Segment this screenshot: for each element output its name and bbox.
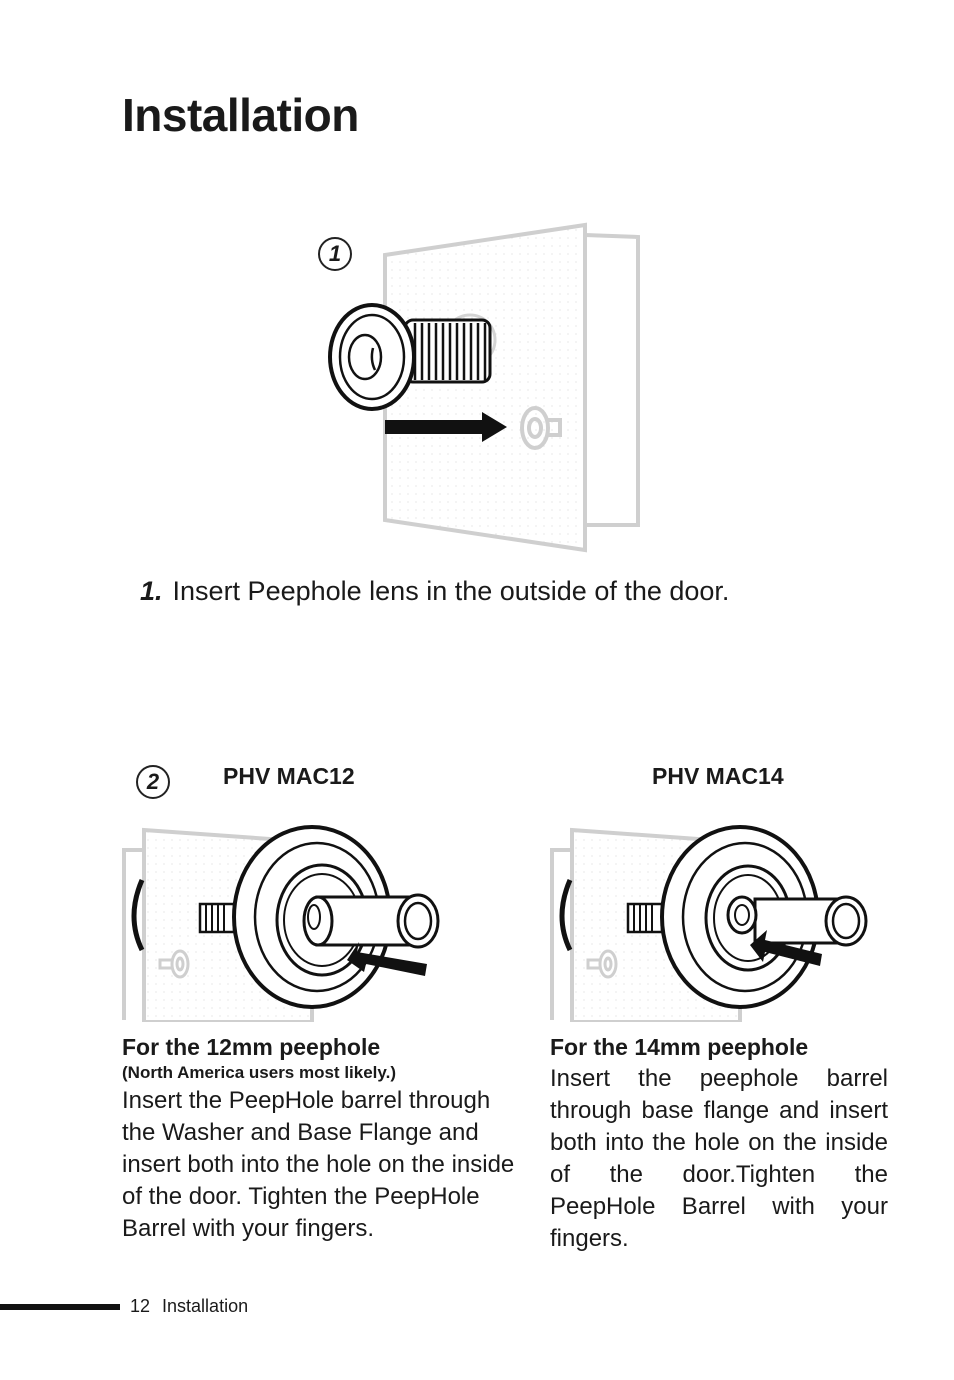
step1-text: Insert Peephole lens in the outside of the door. [172, 576, 730, 606]
peephole-barrel [304, 895, 438, 947]
step1-number: 1. [140, 576, 163, 606]
heading-12mm: For the 12mm peephole [122, 1034, 381, 1060]
note-12mm: (North America users most likely.) [122, 1063, 396, 1082]
mac14-illustration [550, 822, 880, 1022]
instructions-14mm [550, 1034, 888, 1255]
step2-badge: 2 [136, 765, 170, 799]
footer-rule [0, 1304, 120, 1310]
page-title: Installation [122, 89, 359, 141]
body-14mm: Insert the peephole barrel through base flange and insert both into the hole on the inside of the door.Tighten the PeepHole Barrel with your fingers. [550, 1065, 888, 1252]
page-number: 12 [130, 1296, 151, 1316]
threaded-barrel [200, 904, 234, 932]
body-12mm: Insert the PeepHole barrel through the Washer and Base Flange and insert both into the hole on the inside of the door. Tighten the PeepHole Barrel with your fingers. [122, 1087, 515, 1242]
heading-14mm: For the 14mm peephole [550, 1034, 809, 1060]
door-edge [585, 235, 638, 525]
mac12-illustration [122, 822, 452, 1022]
model-label-mac14: PHV MAC14 [652, 763, 784, 789]
threaded-barrel [628, 904, 662, 932]
door-panel [385, 225, 585, 550]
step1-badge: 1 [318, 237, 352, 271]
page-footer [130, 1296, 260, 1317]
model-label-mac12: PHV MAC12 [223, 763, 355, 789]
step1-illustration [310, 220, 650, 555]
footer-section: Installation [162, 1296, 249, 1316]
instructions-12mm [122, 1034, 517, 1245]
step1-instruction [140, 576, 729, 607]
